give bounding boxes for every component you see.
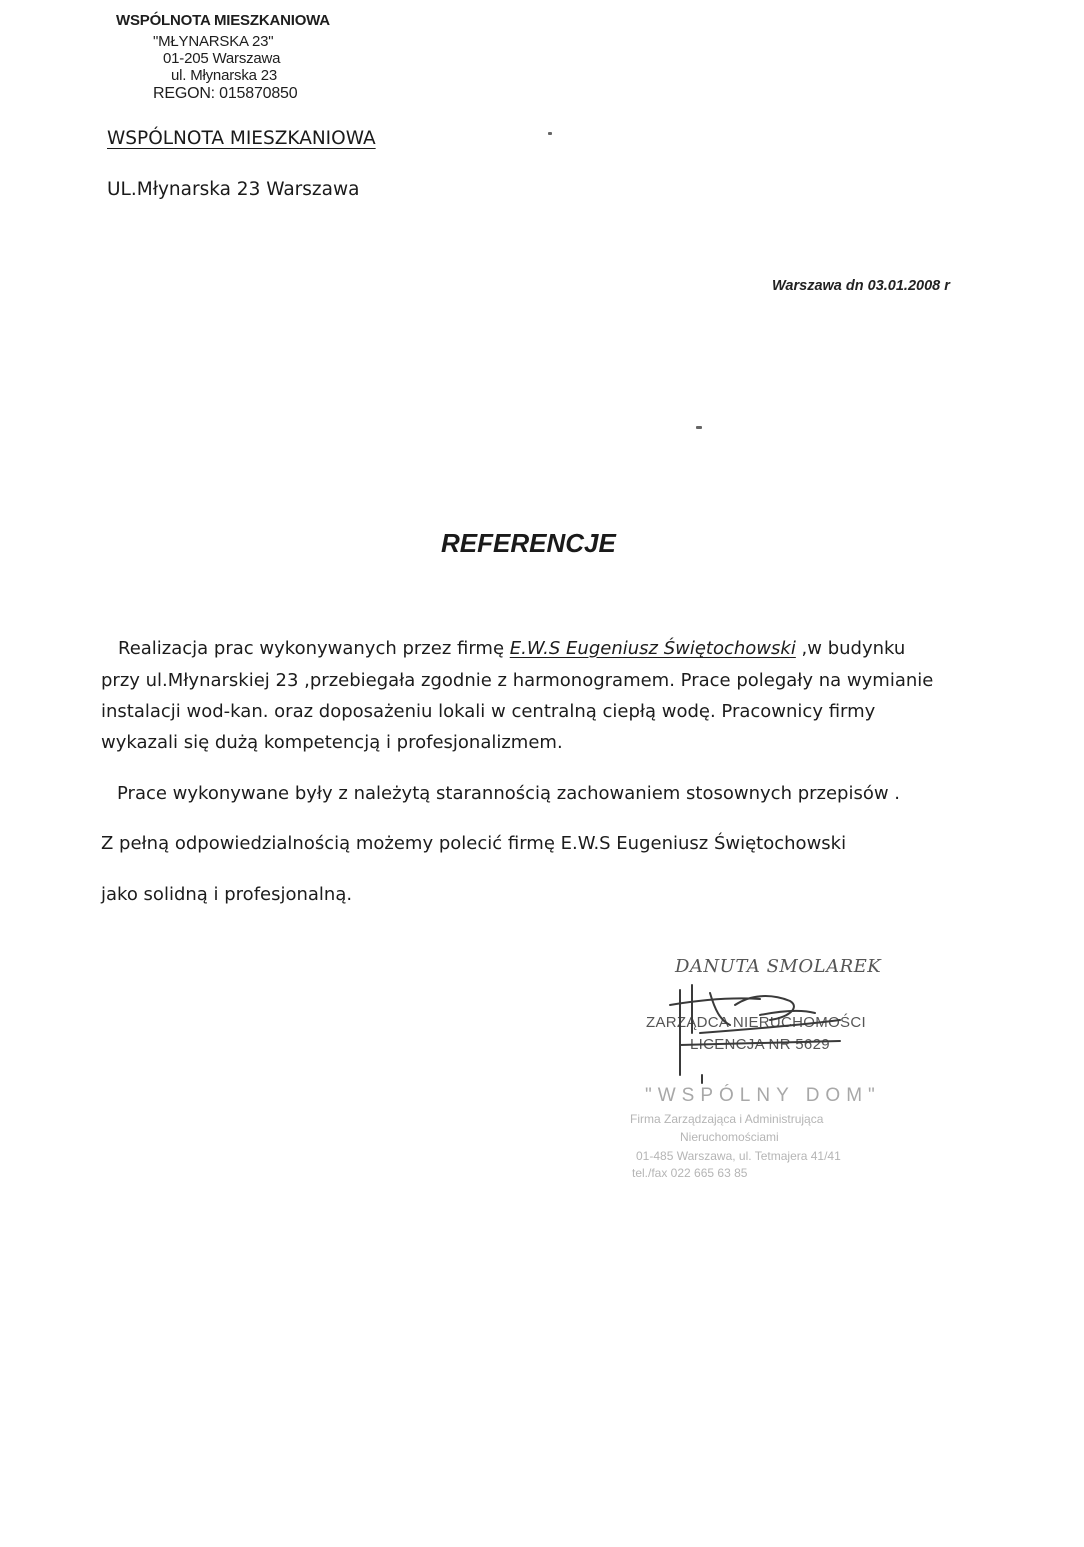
scan-speck	[696, 426, 702, 429]
stamp-line-name: "MŁYNARSKA 23"	[153, 33, 274, 50]
signatory-role: ZARZĄDCA NIERUCHOMOŚCI	[646, 1014, 866, 1031]
company-stamp-line: 01-485 Warszawa, ul. Tetmajera 41/41	[636, 1149, 841, 1163]
company-name-highlight: E.W.S Eugeniusz Świętochowski	[509, 638, 796, 659]
scan-speck	[548, 132, 552, 135]
handwritten-signature	[640, 975, 900, 1085]
stamp-line-regon: REGON: 015870850	[153, 85, 298, 102]
body-paragraph-1-line-2: przy ul.Młynarskiej 23 ,przebiegała zgodnie z harmonogramem. Prace polegały na wymianie	[101, 670, 934, 691]
signatory-name: DANUTA SMOLAREK	[675, 956, 882, 977]
body-text-segment: ,w budynku	[795, 638, 906, 659]
organization-title: WSPÓLNOTA MIESZKANIOWA	[107, 128, 376, 149]
body-paragraph-4: jako solidną i profesjonalną.	[101, 884, 353, 905]
body-paragraph-3: Z pełną odpowiedzialnością możemy polecić firmę E.W.S Eugeniusz Świętochowski	[101, 833, 847, 854]
company-stamp-line: Nieruchomościami	[680, 1130, 779, 1144]
body-paragraph-2: Prace wykonywane były z należytą starannością zachowaniem stosownych przepisów .	[117, 783, 901, 804]
body-paragraph-1-line-4: wykazali się dużą kompetencją i profesjonalizmem.	[101, 732, 563, 753]
stamp-line-organization: WSPÓLNOTA MIESZKANIOWA	[116, 12, 330, 29]
body-paragraph-1-line-3: instalacji wod-kan. oraz doposażeniu lokali w centralną ciepłą wodę. Pracownicy firmy	[101, 701, 876, 722]
company-stamp-line: tel./fax 022 665 63 85	[632, 1166, 748, 1180]
body-text-segment: Realizacja prac wykonywanych przez firmę	[118, 638, 510, 659]
document-date: Warszawa dn 03.01.2008 r	[772, 278, 950, 294]
company-stamp-line: Firma Zarządzająca i Administrująca	[630, 1112, 824, 1126]
company-stamp-name: "WSPÓLNY DOM"	[645, 1085, 881, 1106]
body-paragraph-1-line-1	[118, 638, 905, 659]
stamp-line-street: ul. Młynarska 23	[171, 67, 278, 84]
organization-address: UL.Młynarska 23 Warszawa	[107, 179, 360, 200]
signatory-license: LICENCJA NR 5629	[690, 1036, 830, 1053]
stamp-line-postal: 01-205 Warszawa	[163, 50, 281, 67]
document-title: REFERENCJE	[441, 528, 616, 558]
